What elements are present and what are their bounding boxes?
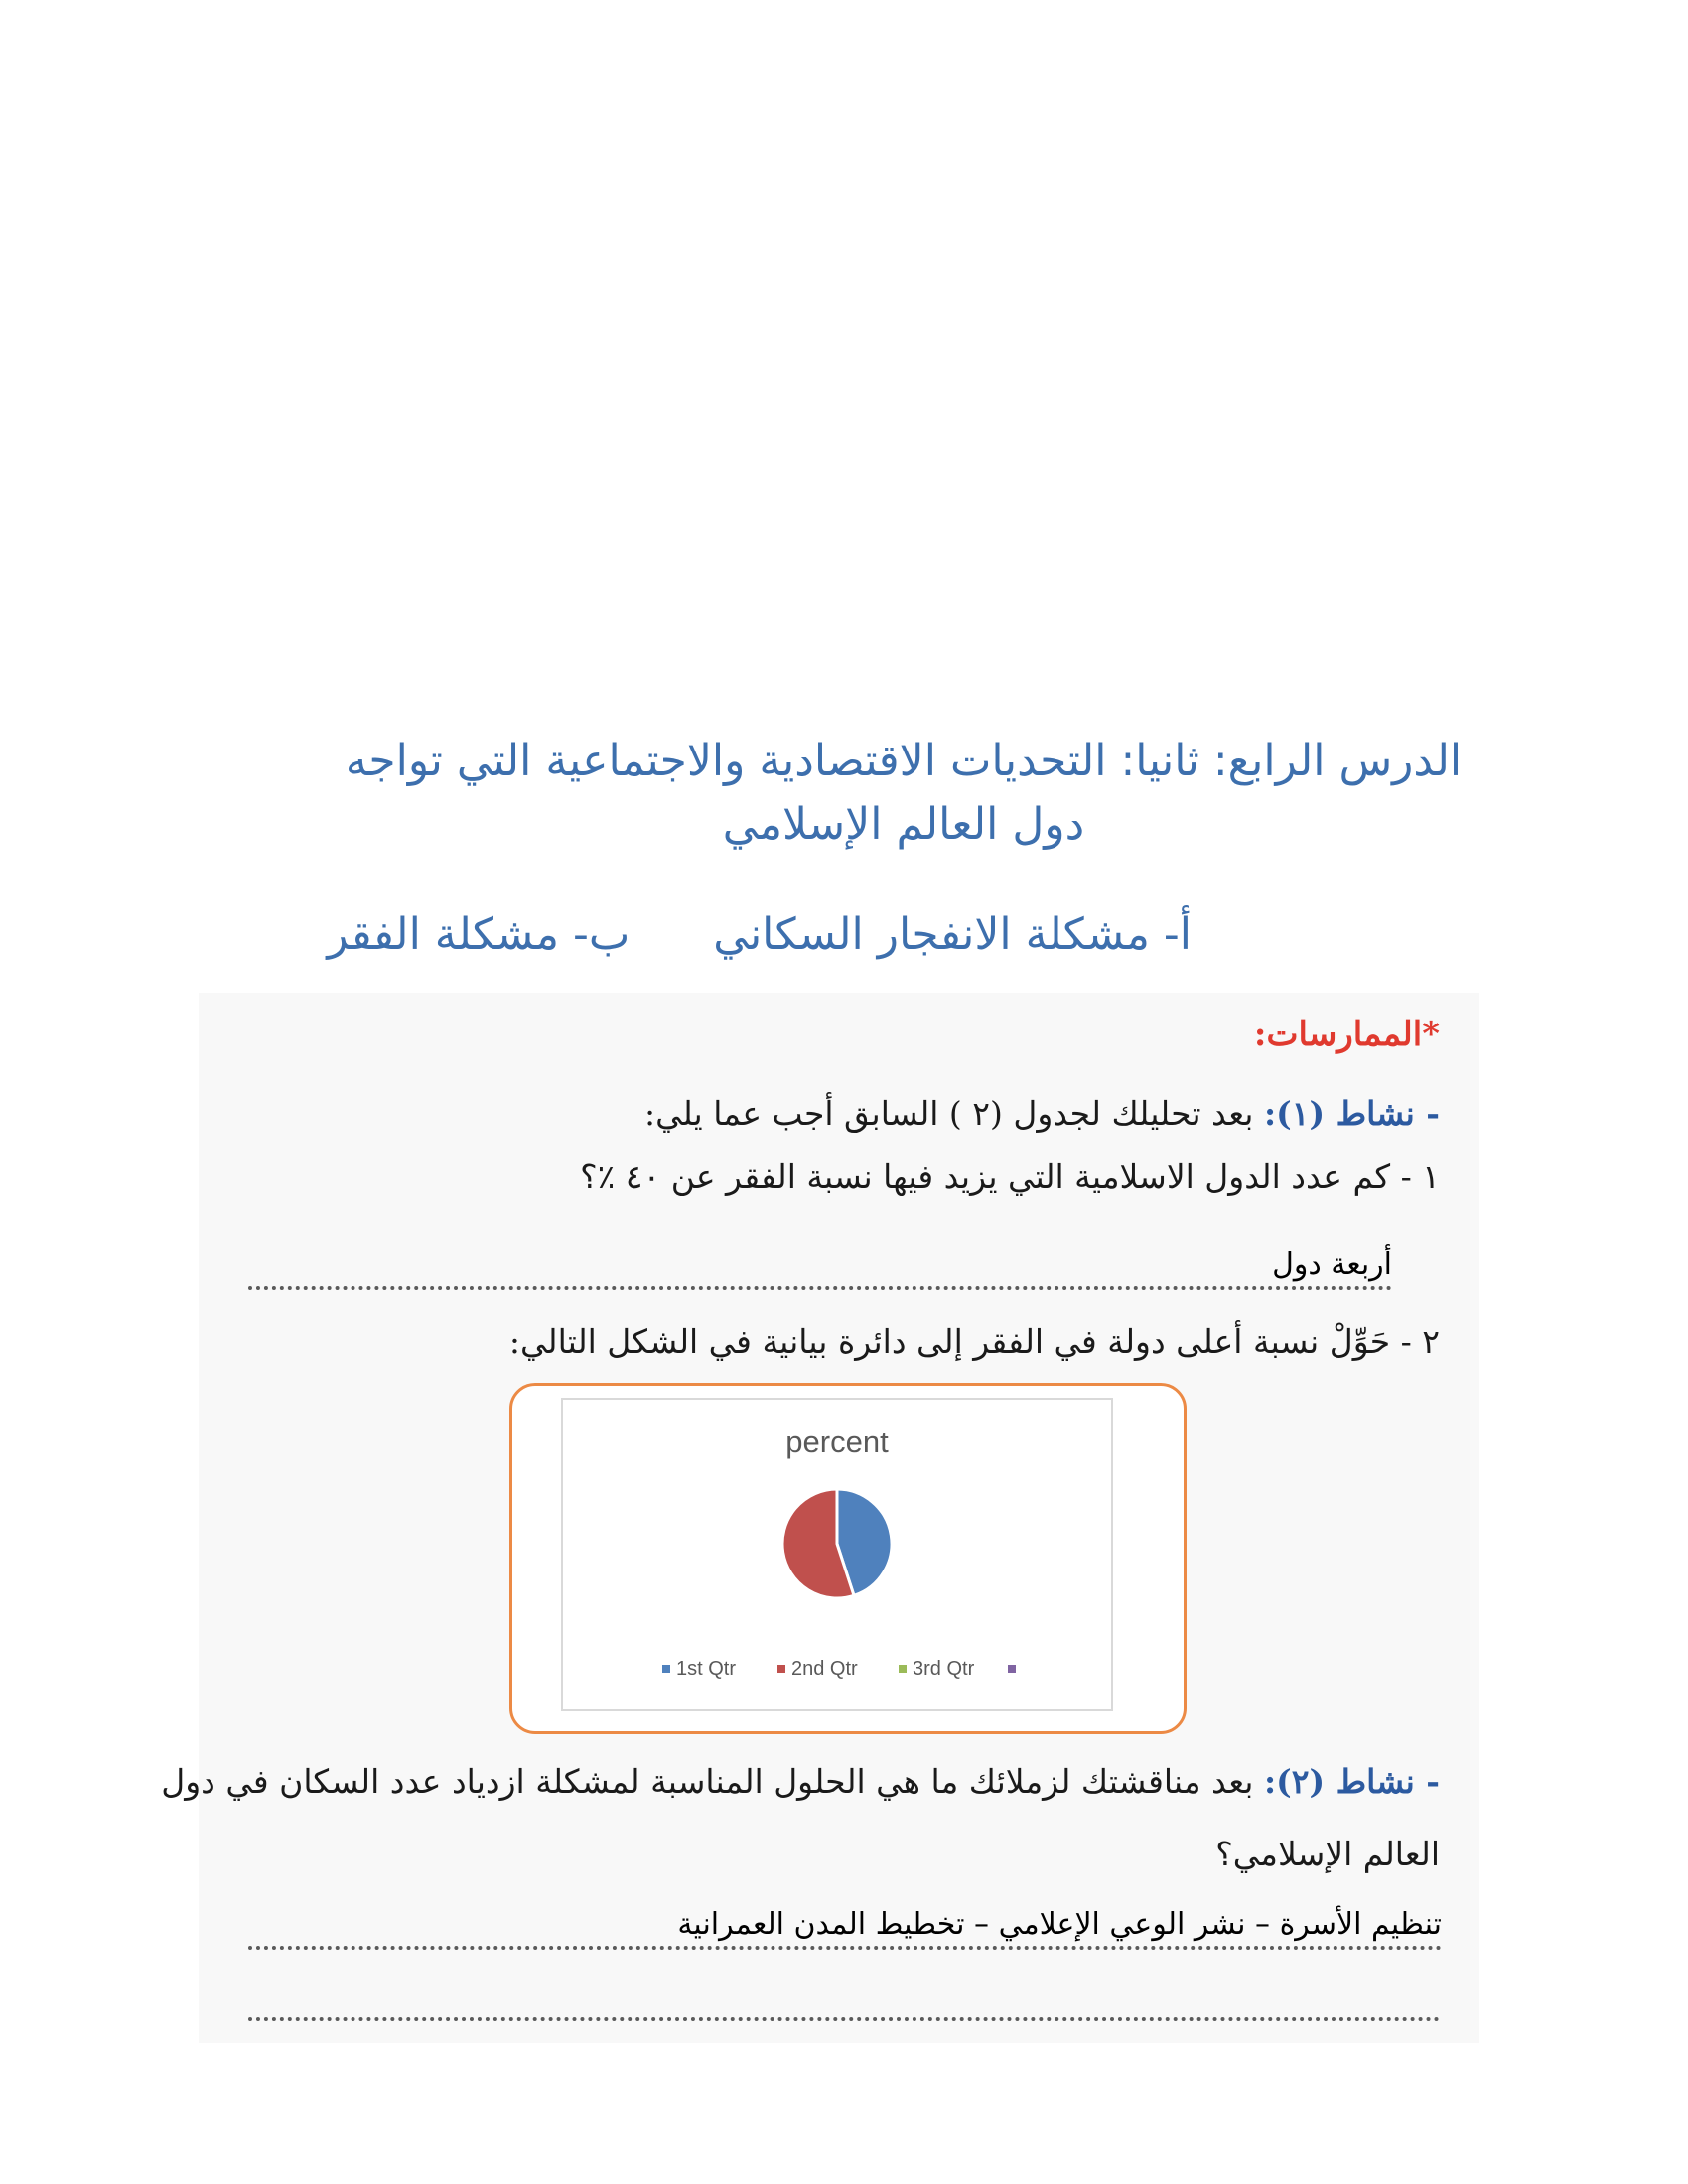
chart-title: percent [785,1425,889,1459]
activity-2-instruction [161,1762,1440,1801]
answer-2: تنظيم الأسرة – نشر الوعي الإعلامي – تخطيط المدن العمرانية [671,1907,1442,1942]
question-2: ٢ - حَوِّلْ نسبة أعلى دولة في الفقر إلى دائرة بيانية في الشكل التالي: [508,1322,1440,1361]
legend-swatch-3 [899,1665,907,1673]
activity-1-text: بعد تحليلك لجدول (٢ ) السابق أجب عما يلي: [644,1094,1264,1133]
question-1: ١ - كم عدد الدول الاسلامية التي يزيد فيها نسبة الفقر عن ٤٠ ٪؟ [580,1158,1440,1196]
legend-label-3: 3rd Qtr [913,1658,975,1680]
lesson-subtitle: أ- مشكلة الانفجار السكاني ب- مشكلة الفقر [327,909,1192,960]
legend-label-2: 2nd Qtr [791,1658,858,1680]
activity-2-label: - نشاط (٢): [1263,1762,1440,1801]
activity-1-label: - نشاط (١): [1263,1094,1440,1133]
pie-chart-svg [563,1400,1111,1709]
pie-chart [561,1398,1113,1711]
activity-2-text-continued: العالم الإسلامي؟ [1215,1835,1440,1873]
answer-line-1[interactable] [248,1236,1392,1290]
answer-1: أربعة دول [1266,1247,1392,1282]
legend-swatch-2 [777,1665,785,1673]
legend-item-2 [777,1658,858,1680]
legend-swatch-4 [1008,1665,1016,1673]
activity-2-text: بعد مناقشتك لزملائك ما هي الحلول المناسبة لمشكلة ازدياد عدد السكان في دول [161,1762,1264,1801]
practices-heading: *الممارسات: [1253,1015,1440,1054]
answer-line-3[interactable] [248,1968,1440,2021]
legend-item-1 [662,1658,736,1680]
legend-swatch-1 [662,1665,670,1673]
legend-item-4 [1008,1665,1016,1673]
legend-item-3 [899,1658,975,1680]
lesson-title: الدرس الرابع: ثانيا: التحديات الاقتصادية والاجتماعية التي تواجه دول العالم الإسلامي [345,736,1463,850]
activity-1-instruction [644,1094,1440,1133]
legend-label-1: 1st Qtr [676,1658,737,1680]
answer-line-2[interactable] [248,1896,1442,1950]
pie-slices [782,1489,892,1598]
chart-legend [662,1658,1016,1680]
